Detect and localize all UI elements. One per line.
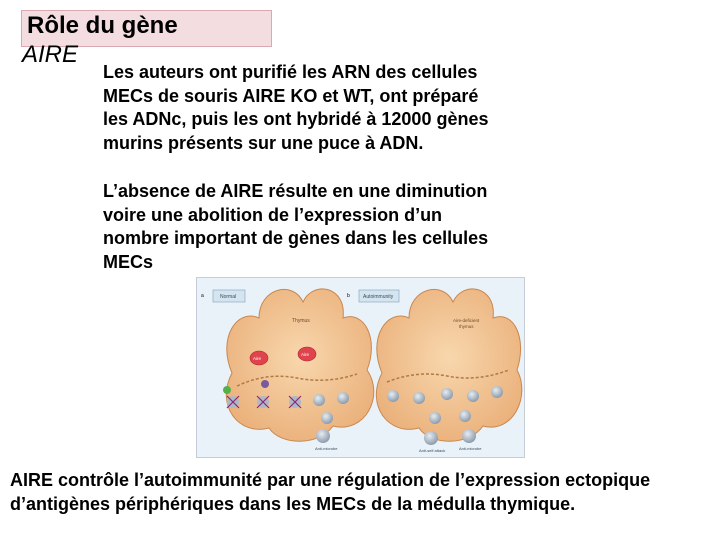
text-line: nombre important de gènes dans les cellules [103, 228, 489, 248]
panel-b-tcell-label-2: Anti-microbe [459, 446, 482, 451]
tcell [313, 394, 325, 406]
panel-b-organ-label-2: thymus [459, 324, 474, 329]
aire-thymus-figure [196, 277, 525, 458]
aire-cell-label: Aire [301, 352, 310, 357]
panel-a-organ-label: Thymus [292, 318, 310, 324]
paragraph-method [103, 61, 548, 155]
tcell [321, 412, 333, 424]
text-line: L’absence de AIRE résulte en une diminution [103, 181, 488, 201]
caption-line: d’antigènes périphériques dans les MECs de la médulla thymique. [10, 494, 576, 514]
caption-line: AIRE contrôle l’autoimmunité par une régulation de l’expression ectopique [10, 470, 651, 490]
text-line: MECs de souris AIRE KO et WT, ont préparé [103, 85, 479, 106]
exiting-tcell [462, 429, 476, 443]
antigen-dot [223, 386, 231, 394]
slide-title: Rôle du gène [27, 12, 178, 39]
figure-illustration [197, 278, 524, 457]
figure-caption [10, 468, 720, 516]
text-line: voire une abolition de l’expression d’un [103, 204, 443, 225]
exiting-tcell [424, 431, 438, 445]
antigen-dot [261, 380, 269, 388]
slide-title-gene: AIRE [22, 41, 79, 68]
text-line: murins présents sur une puce à ADN. [103, 132, 424, 153]
tcell [337, 392, 349, 404]
aire-cell-label: Aire [253, 356, 262, 361]
panel-b-tcell-label: Anti-self attack [419, 448, 446, 453]
text-line: MECs [103, 251, 154, 272]
exiting-tcell [316, 429, 330, 443]
panel-b-letter: b [347, 293, 350, 299]
panel-b-organ-label: Aire-deficient [453, 318, 480, 323]
paragraph-result [103, 180, 548, 274]
text-line: les ADNc, puis les ont hybridé à 12000 gènes [103, 109, 489, 129]
panel-a-tcell-label: Anti-microbe [315, 446, 338, 451]
panel-b-label: Autoimmunity [363, 294, 394, 300]
panel-a-letter: a [201, 293, 204, 299]
text-line: Les auteurs ont purifié les ARN des cellules [103, 62, 478, 82]
panel-a-label: Normal [220, 294, 237, 300]
